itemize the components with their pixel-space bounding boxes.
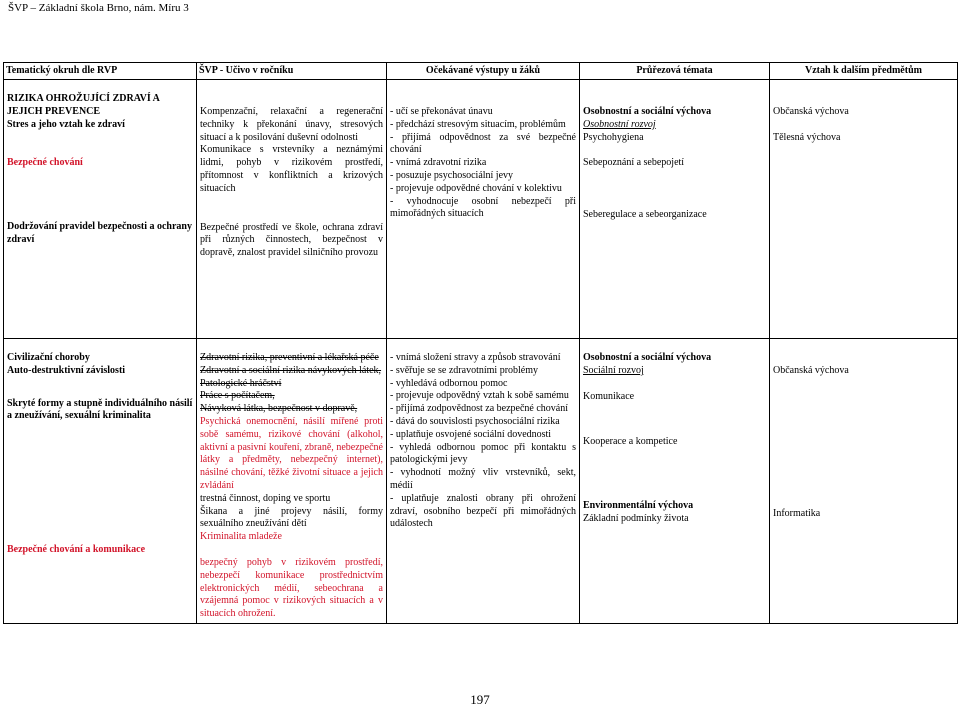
curriculum-text: Bezpečné prostředí ve škole, ochrana zdraví při různých činnostech, bezpečnost v dopravě, znalost pravidel silničního provozu: [200, 221, 383, 259]
table-row: [4, 339, 958, 624]
output-item: - uplatňuje osvojené sociální dovednosti: [390, 428, 552, 440]
curriculum-text: Šikana a jiné projevy násilí, formy sexuálního zneužívání dětí: [200, 505, 383, 530]
document-header: ŠVP – Základní škola Brno, nám. Míru 3: [8, 2, 189, 14]
curriculum-struck: Práce s počítačem,: [200, 390, 275, 402]
curriculum-struck: Návyková látka, bezpečnost v dopravě,: [200, 403, 358, 415]
crosscutting-item: Psychohygiena: [583, 131, 644, 143]
curriculum-text: Kompenzační, relaxační a regenerační techniky k překonání únavy, stresových situací a k posilování duševní odolnosti: [200, 106, 383, 143]
curriculum-cell: [197, 339, 387, 624]
topic-cell: [4, 339, 197, 624]
outputs-cell: [387, 80, 580, 339]
output-item: - projevuje odpovědný vztah k sobě samému: [390, 390, 569, 402]
output-item: - vyhodnocuje osobní nebezpečí při mimořádných situacích: [390, 195, 576, 220]
output-item: - svěřuje se se zdravotními problémy: [390, 364, 539, 376]
output-item: - posuzuje psychosociální jevy: [390, 169, 514, 181]
topic-cell: [4, 80, 197, 339]
curriculum-struck: Patologické hráčství: [200, 377, 282, 389]
output-item: - vyhledá odbornou pomoc při kontaktu s patologickými jevy: [390, 441, 576, 466]
topic-item: Dodržování pravidel bezpečnosti a ochrany zdraví: [7, 221, 192, 245]
table-header-row: [4, 63, 958, 80]
crosscutting-item: Základní podmínky života: [583, 512, 689, 524]
output-item: - uplatňuje znalosti obrany při ohrožení zdraví, osobního bezpečí při mimořádných událostech: [390, 492, 576, 530]
curriculum-text: trestná činnost, doping ve sportu: [200, 492, 331, 504]
header-outputs: Očekávané výstupy u žáků: [387, 63, 580, 80]
crosscutting-item: Sebepoznání a sebepojetí: [583, 157, 685, 169]
topic-item: Bezpečné chování: [7, 157, 83, 169]
section-title: RIZIKA OHROŽUJÍCÍ ZDRAVÍ A JEJICH PREVENCE: [7, 93, 160, 117]
header-crosscutting: Průřezová témata: [580, 63, 770, 80]
output-item: - dává do souvislosti psychosociální rizika: [390, 415, 560, 427]
table-row: [4, 80, 958, 339]
output-item: - vnímá složení stravy a způsob stravování: [390, 352, 561, 363]
topic-item: Skryté formy a stupně individuálního násilí a zneužívání, sexuální kriminalita: [7, 397, 193, 422]
relation-item: Občanská výchova: [773, 106, 849, 117]
output-item: - projevuje odpovědné chování v kolektivu: [390, 182, 562, 194]
curriculum-cell: [197, 80, 387, 339]
crosscutting-title: Osobnostní a sociální výchova: [583, 352, 712, 363]
page-number: 197: [470, 692, 490, 707]
crosscutting-item: Komunikace: [583, 390, 635, 402]
output-item: - přijímá odpovědnost za své bezpečné chování: [390, 131, 576, 156]
curriculum-text: Komunikace s vrstevníky a neznámými lidmi, pohyb v rizikovém prostředí, přítomnost v konfliktních a krizových situacích: [200, 144, 383, 194]
crosscutting-subtitle: Osobnostní rozvoj: [583, 118, 656, 130]
relation-item: Tělesná výchova: [773, 131, 841, 143]
topic-item: Civilizační choroby: [7, 352, 90, 363]
header-topic: Tematický okruh dle RVP: [4, 63, 197, 80]
curriculum-struck: Zdravotní rizika, preventivní a lékařská péče: [200, 352, 379, 363]
header-relations: Vztah k dalším předmětům: [770, 63, 958, 80]
curriculum-text-red: Psychická onemocnění, násilí mířené proti sobě samému, rizikové chování (alkohol, aktivní a pasivní kouření, zbraně, nebezpečné látky a předměty, nebezpečný internet), násilné chování, těžké životní situace a jejich zvládání: [200, 415, 383, 491]
relation-item: Občanská výchova: [773, 365, 849, 376]
curriculum-struck: Zdravotní a sociální rizika návykových látek,: [200, 364, 382, 376]
topic-item: Stres a jeho vztah ke zdraví: [7, 118, 125, 130]
crosscutting-title: Environmentální výchova: [583, 500, 694, 512]
output-item: - vyhodnotí možný vliv vrstevníků, sekt, médií: [390, 467, 576, 491]
crosscutting-title: Osobnostní a sociální výchova: [583, 106, 712, 117]
curriculum-text-red: Kriminalita mladeže: [200, 531, 282, 543]
crosscutting-item: Kooperace a kompetice: [583, 436, 678, 448]
output-item: - přijímá zodpovědnost za bezpečné chování: [390, 403, 568, 415]
crosscutting-subtitle: Sociální rozvoj: [583, 364, 644, 376]
output-item: - vnímá zdravotní rizika: [390, 157, 487, 169]
output-item: - vyhledává odbornou pomoc: [390, 377, 508, 389]
curriculum-table: [3, 62, 958, 624]
output-item: - předchází stresovým situacím, problémům: [390, 118, 566, 130]
relations-cell: [770, 339, 958, 624]
topic-item: Bezpečné chování a komunikace: [7, 544, 146, 556]
crosscutting-item: Seberegulace a sebeorganizace: [583, 209, 707, 221]
crosscutting-cell: [580, 80, 770, 339]
relation-item: Informatika: [773, 507, 821, 519]
crosscutting-cell: [580, 339, 770, 624]
curriculum-text-red: bezpečný pohyb v rizikovém prostředí, nebezpečí komunikace prostřednictvím elektronických médií, sebeochrana a vzájemná pomoc v rizikových situacích a v situacích ohrožení.: [200, 556, 383, 620]
output-item: - učí se překonávat únavu: [390, 106, 493, 117]
header-curriculum: ŠVP - Učivo v ročníku: [197, 63, 387, 80]
relations-cell: [770, 80, 958, 339]
topic-item: Auto-destruktivní závislosti: [7, 364, 126, 376]
outputs-cell: [387, 339, 580, 624]
